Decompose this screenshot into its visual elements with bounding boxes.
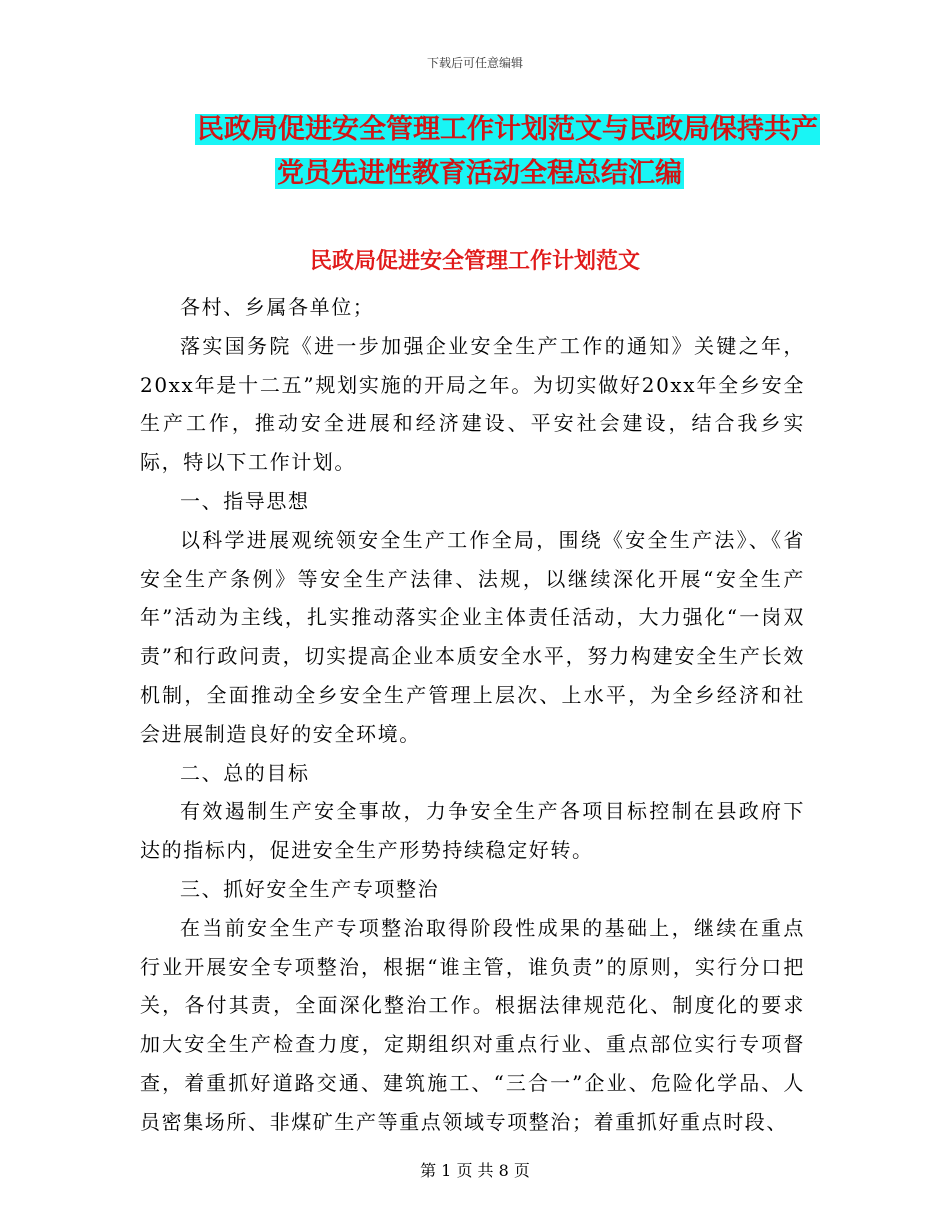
document-body (140, 288, 805, 1142)
heading-guiding-ideology: 一、指导思想 (180, 488, 310, 513)
document-title-text-1: 民政局促进安全管理工作计划范文与民政局保持共产 (197, 114, 818, 145)
paragraph-salutation: 各村、乡属各单位； (180, 295, 375, 319)
page-header-note: 下载后可任意编辑 (426, 56, 523, 70)
document-title-line-2 (275, 154, 695, 194)
document-title-line-1 (130, 110, 820, 150)
paragraph-intro: 落实国务院《进一步加强企业安全生产工作的通知》关键之年，20xx年是十二五”规划实施的开局之年。为切实做好20xx年全乡安全生产工作，推动安全进展和经济建设、平安社会建设，结合我乡实际，特以下工作计划。 (140, 333, 805, 475)
page-footer: 第 1 页 共 8 页 (420, 1161, 530, 1180)
paragraph-overall-goal: 有效遏制生产安全事故，力争安全生产各项目标控制在县政府下达的指标内，促进安全生产形势持续稳定好转。 (140, 799, 805, 863)
heading-special-rectification: 三、抓好安全生产专项整治 (180, 876, 440, 901)
document-title-text-2: 党员先进性教育活动全程总结汇编 (277, 158, 682, 189)
section-title: 民政局促进安全管理工作计划范文 (309, 249, 640, 274)
heading-overall-goal: 二、总的目标 (180, 760, 310, 785)
paragraph-guiding-ideology: 以科学进展观统领安全生产工作全局，围绕《安全生产法》、《省安全生产条例》等安全生产法律、法规，以继续深化开展“安全生产年”活动为主线，扎实推动落实企业主体责任活动，大力强化“一岗双责”和行政问责，切实提高企业本质安全水平，努力构建安全生产长效机制，全面推动全乡安全生产管理上层次、上水平，为全乡经济和社会进展制造良好的安全环境。 (140, 527, 805, 746)
paragraph-special-rectification: 在当前安全生产专项整治取得阶段性成果的基础上，继续在重点行业开展安全专项整治，根据“谁主管，谁负责”的原则，实行分口把关，各付其责，全面深化整治工作。根据法律规范化、制度化的要求加大安全生产检查力度，定期组织对重点行业、重点部位实行专项督查，着重抓好道路交通、建筑施工、“三合一”企业、危险化学品、人员密集场所、非煤矿生产等重点领域专项整治；着重抓好重点时段、 (140, 915, 805, 1134)
